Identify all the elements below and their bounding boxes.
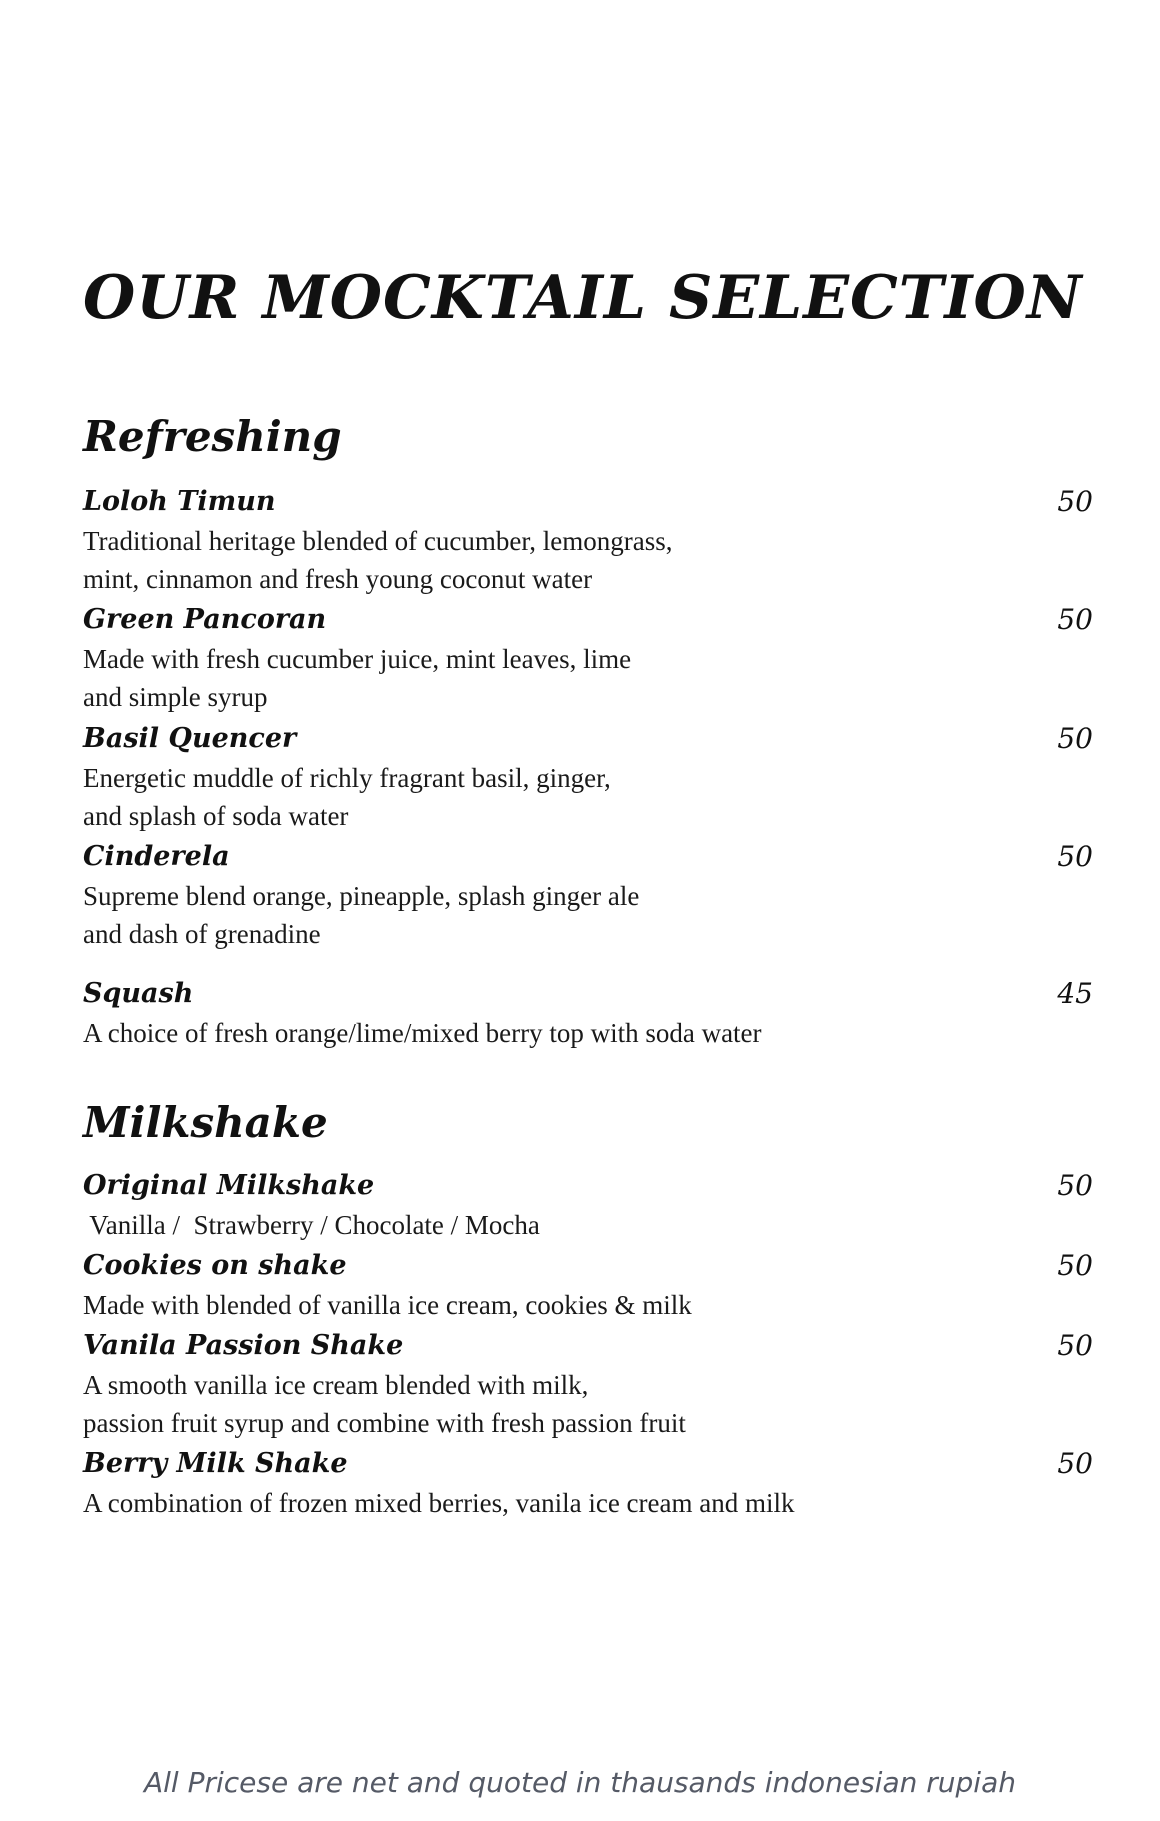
item-name: Green Pancoran: [83, 604, 327, 635]
item-name: Cookies on shake: [83, 1250, 347, 1281]
item-price: 50: [1057, 1329, 1093, 1362]
item-description-line: Vanilla / Strawberry / Chocolate / Mocha: [83, 1210, 540, 1240]
item-name: Berry Milk Shake: [83, 1448, 348, 1479]
item-name: Basil Quencer: [83, 723, 297, 754]
item-price: 50: [1057, 1249, 1093, 1282]
item-description-line: and dash of grenadine: [83, 919, 321, 949]
item-name: Vanila Passion Shake: [83, 1330, 404, 1361]
item-description-line: and simple syrup: [83, 682, 268, 712]
item-description-line: Supreme blend orange, pineapple, splash ginger ale: [83, 881, 640, 911]
menu-item: [83, 1444, 1093, 1522]
menu-item: [83, 600, 1093, 716]
item-description-line: mint, cinnamon and fresh young coconut water: [83, 564, 593, 594]
item-price: 50: [1057, 485, 1093, 518]
item-price: 50: [1057, 1169, 1093, 1202]
menu-item: [83, 837, 1093, 953]
item-description-line: Made with fresh cucumber juice, mint leaves, lime: [83, 644, 632, 674]
menu-item: [83, 482, 1093, 598]
page-title: OUR MOCKTAIL SELECTION: [83, 263, 1083, 333]
item-description-line: Made with blended of vanilla ice cream, cookies & milk: [83, 1290, 692, 1320]
item-description-line: A choice of fresh orange/lime/mixed berry top with soda water: [83, 1018, 762, 1048]
menu-item: [83, 1166, 1093, 1244]
item-name: Cinderela: [83, 841, 230, 872]
menu-item: [83, 1326, 1093, 1442]
item-description-line: and splash of soda water: [83, 801, 349, 831]
section-title-milkshake: Milkshake: [83, 1098, 328, 1147]
item-description-line: A smooth vanilla ice cream blended with milk,: [83, 1370, 589, 1400]
price-note: All Pricese are net and quoted in thausands indonesian rupiah: [144, 1766, 1016, 1799]
item-price: 50: [1057, 722, 1093, 755]
item-description-line: passion fruit syrup and combine with fresh passion fruit: [83, 1408, 686, 1438]
menu-item: [83, 1246, 1093, 1324]
item-description-line: A combination of frozen mixed berries, vanila ice cream and milk: [83, 1488, 795, 1518]
item-name: Loloh Timun: [83, 486, 276, 517]
section-title-refreshing: Refreshing: [83, 412, 342, 461]
item-name: Original Milkshake: [83, 1170, 375, 1201]
item-description-line: Traditional heritage blended of cucumber, lemongrass,: [83, 526, 673, 556]
item-description-line: Energetic muddle of richly fragrant basil, ginger,: [83, 763, 611, 793]
item-name: Squash: [83, 978, 194, 1009]
item-price: 50: [1057, 603, 1093, 636]
item-price: 50: [1057, 1447, 1093, 1480]
menu-item: [83, 719, 1093, 835]
menu-item: [83, 974, 1093, 1052]
item-price: 45: [1057, 977, 1093, 1010]
item-price: 50: [1057, 840, 1093, 873]
